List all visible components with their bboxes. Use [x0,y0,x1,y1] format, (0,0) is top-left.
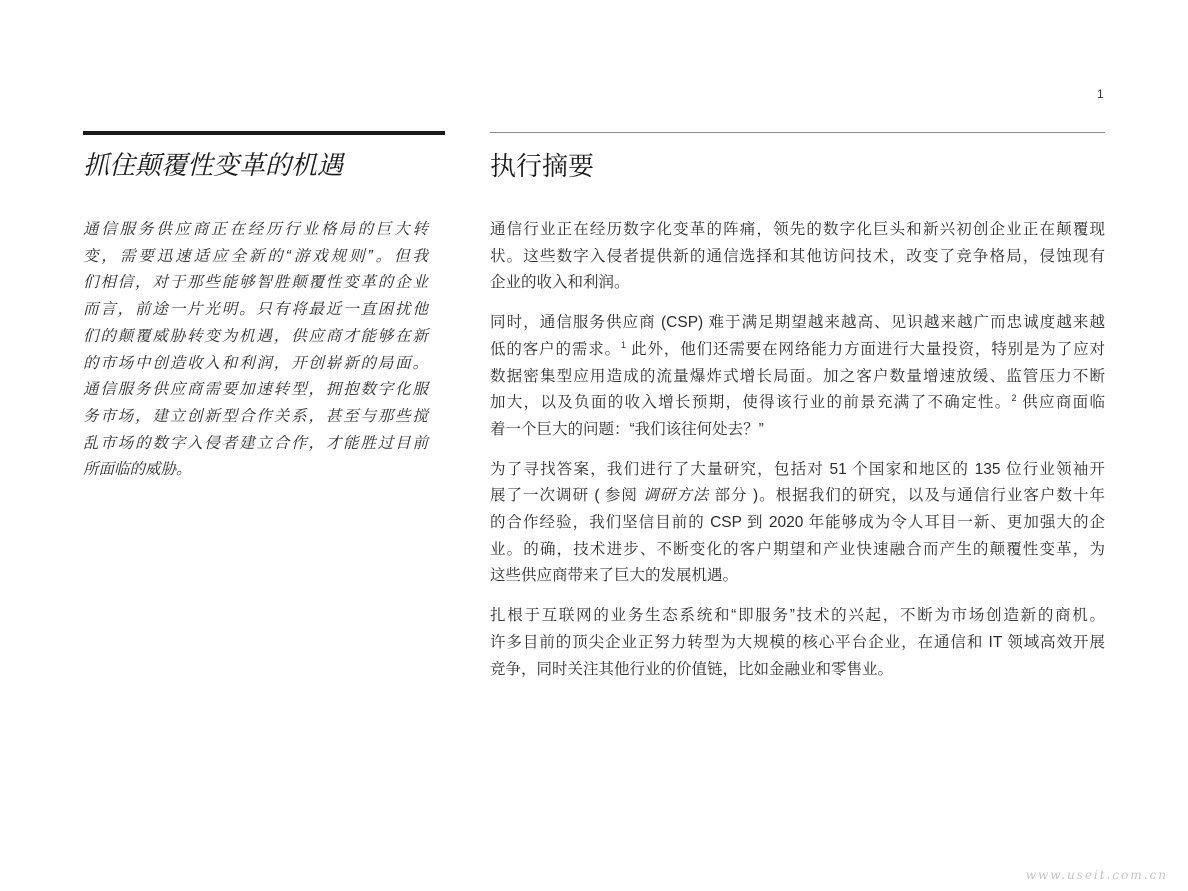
watermark: www.useit.com.cn [1025,868,1168,882]
text-line: 着一个巨大的问题：“我们该往何处去？” [490,420,764,438]
text-line: 们的颠覆威胁转变为机遇，供应商才能够在新 [83,327,428,345]
text-line: 竞争，同时关注其他行业的价值链，比如金融业和零售业。 [490,660,894,678]
text-line: 这些供应商带来了巨大的发展机遇。 [490,567,739,585]
text-line: 同时，通信服务供应商 (CSP) 难于满足期望越来越高、见识越来越广而忠诚度越来越 [490,314,1105,332]
right-paragraph [490,603,1105,683]
text-line: 变，需要迅速适应全新的“游戏规则”。但我 [83,247,428,265]
text-line: 们相信，对于那些能够智胜颠覆性变革的企业 [83,274,428,292]
emphasis-text: 调研方法 [643,487,710,505]
text-line [490,337,1105,364]
text-line [490,483,1105,510]
text-line: 通信服务供应商正在经历行业格局的巨大转 [83,221,428,238]
right-paragraph [490,217,1105,297]
pullquote-title: 抓住颠覆性变革的机遇 [83,150,344,180]
text-span: 部分 )。根据我们的研究，以及与通信行业客户数十年 [709,487,1105,505]
left-divider-rule [83,131,445,135]
text-line: 许多目前的顶尖企业正努力转型为大规模的核心平台企业，在通信和 IT 领域高效开展 [490,633,1105,651]
left-column [83,131,445,497]
text-line: 的市场中创造收入和利润，开创崭新的局面。 [83,354,428,372]
text-line: 数据密集型应用造成的流量爆炸式增长局面。加之客户数量增速放缓、监管压力不断 [490,367,1105,385]
page-number: 1 [1097,87,1104,101]
text-line: 而言，前途一片光明。只有将最近一直困扰他 [83,301,428,319]
text-line: 业。的确，技术进步、不断变化的客户期望和产业快速融合而产生的颠覆性变革，为 [490,540,1105,558]
text-line: 的合作经验，我们坚信目前的 CSP 到 2020 年能够成为令人耳目一新、更加强大的企 [490,514,1105,532]
executive-summary-title: 执行摘要 [490,151,595,181]
text-line: 务市场，建立创新型合作关系，甚至与那些搅 [83,407,428,425]
text-span: 低的客户的需求。 [490,340,621,358]
text-span: 加大，以及负面的收入增长预期，使得该行业的前景充满了不确定性。 [490,394,1012,412]
text-line: 乱市场的数字入侵者建立合作，才能胜过目前 [83,434,428,452]
text-line: 状。这些数字入侵者提供新的通信选择和其他访问技术，改变了竞争格局，侵蚀现有 [490,247,1105,265]
text-line [490,390,1105,417]
text-line: 所面临的威胁。 [83,461,192,479]
text-line: 通信行业正在经历数字化变革的阵痛，领先的数字化巨头和新兴初创企业正在颠覆现 [490,221,1105,238]
text-line: 为了寻找答案，我们进行了大量研究，包括对 51 个国家和地区的 135 位行业领袖开 [490,460,1105,478]
right-paragraph [490,310,1105,444]
text-span: 供应商面临 [1016,394,1105,412]
footnote-ref: 1 [620,339,626,350]
right-column [490,132,1105,696]
text-line: 扎根于互联网的业务生态系统和“即服务”技术的兴起，不断为市场创造新的商机。 [490,607,1105,625]
text-span: 此外，他们还需要在网络能力方面进行大量投资，特别是为了应对 [625,340,1105,358]
text-line: 通信服务供应商需要加速转型，拥抱数字化服 [83,381,428,399]
executive-summary-body [490,217,1105,683]
text-line: 企业的收入和利润。 [490,274,630,292]
text-span: 展了一次调研 ( 参阅 [490,487,644,505]
footnote-ref: 2 [1011,393,1017,404]
right-divider-rule [490,132,1105,133]
pullquote-body [83,217,428,484]
right-paragraph [490,457,1105,591]
left-paragraph [83,217,428,484]
